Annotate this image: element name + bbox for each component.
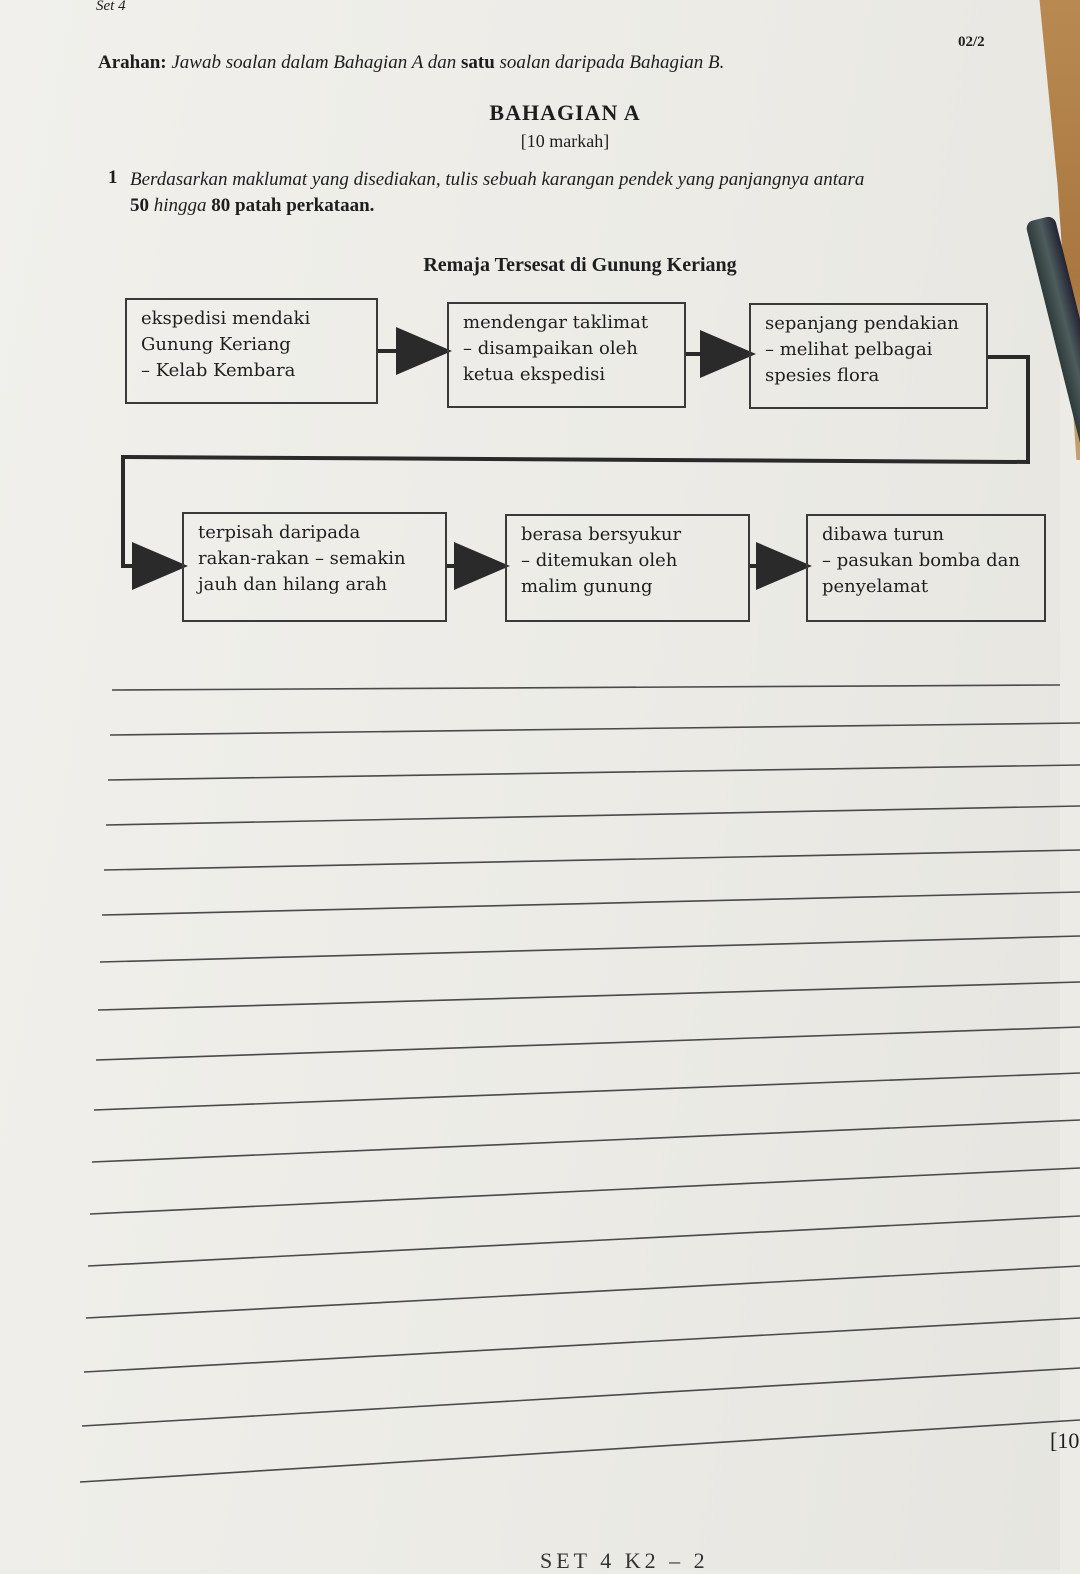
answer-line [84, 1318, 1080, 1372]
answer-line [92, 1120, 1080, 1162]
instruction-bold: satu [460, 52, 495, 73]
diagram-title: Remaja Tersesat di Gunung Keriang [423, 254, 737, 276]
answer-line [96, 1027, 1080, 1060]
flow-box-6-line1: dibawa turun [822, 524, 945, 545]
range-start: 50 [130, 195, 149, 216]
flow-box-3 [749, 303, 988, 409]
instruction-part1: Jawab soalan dalam Bahagian A dan [171, 52, 457, 73]
answer-line [110, 723, 1080, 735]
flow-box-5-line2: – ditemukan oleh [521, 550, 678, 571]
set-label: Set 4 [96, 0, 126, 14]
flow-box-5-line1: berasa bersyukur [521, 524, 682, 545]
range-end: 80 [211, 195, 231, 216]
section-title: BAHAGIAN A [489, 100, 641, 125]
flow-box-5 [505, 514, 750, 622]
flow-box-3-line1: sepanjang pendakian [765, 313, 959, 334]
flow-box-4-line1: terpisah daripada [198, 522, 361, 543]
question-number: 1 [108, 167, 118, 188]
answer-line [98, 982, 1080, 1010]
flow-box-1-line3: – Kelab Kembara [141, 360, 296, 381]
instruction-label: Arahan: [98, 52, 167, 73]
flow-box-4-line3: jauh dan hilang arah [198, 574, 388, 595]
paper-code: 02/2 [958, 34, 985, 50]
page-footer: SET 4 K2 – 2 [540, 1548, 709, 1573]
flow-box-4-line2: rakan-rakan – semakin [198, 548, 406, 569]
flow-box-1 [125, 298, 378, 404]
answer-line [104, 850, 1080, 870]
answer-line [90, 1168, 1080, 1214]
flow-box-6 [806, 514, 1046, 622]
flow-box-1-line2: Gunung Keriang [141, 334, 291, 355]
flow-box-2 [447, 302, 686, 408]
flow-box-2-line3: ketua ekspedisi [463, 364, 606, 385]
flow-box-6-line3: penyelamat [822, 576, 929, 597]
flow-box-4 [182, 512, 447, 622]
flow-box-5-line3: malim gunung [521, 576, 653, 597]
answer-line [80, 1420, 1080, 1482]
answer-line [88, 1216, 1080, 1266]
flow-box-2-line2: – disampaikan oleh [463, 338, 638, 359]
answer-marks: [10 [1050, 1428, 1080, 1453]
range-mid: hingga [153, 195, 207, 216]
instruction-part2: soalan daripada Bahagian B. [499, 52, 725, 73]
answer-line [106, 806, 1080, 825]
flow-box-2-line1: mendengar taklimat [463, 312, 649, 333]
answer-line [112, 685, 1060, 690]
flow-box-6-line2: – pasukan bomba dan [822, 550, 1021, 571]
flow-box-3-line2: – melihat pelbagai [765, 339, 933, 360]
flow-box-1-line1: ekspedisi mendaki [141, 308, 311, 329]
answer-line [82, 1368, 1080, 1426]
section-marks: [10 markah] [520, 131, 610, 151]
flow-box-3-line3: spesies flora [765, 365, 880, 386]
question-line1: Berdasarkan maklumat yang disediakan, tulis sebuah karangan pendek yang panjangnya antara [130, 169, 865, 190]
answer-line [102, 892, 1080, 915]
range-unit: patah perkataan. [235, 195, 375, 216]
answer-line [86, 1266, 1080, 1318]
answer-line [94, 1073, 1080, 1110]
answer-line [100, 936, 1080, 962]
answer-line [108, 765, 1080, 780]
